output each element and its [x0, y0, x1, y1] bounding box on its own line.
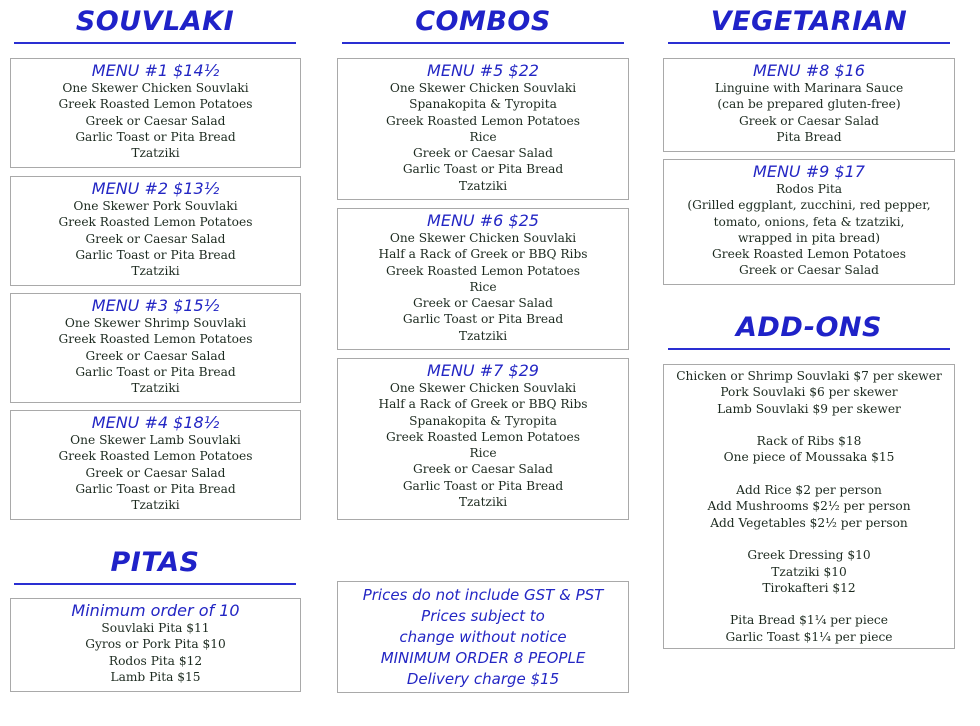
- menu-item: Greek Roasted Lemon Potatoes: [712, 247, 906, 262]
- menu-item: Greek Roasted Lemon Potatoes: [386, 429, 580, 444]
- menu-card-4: [10, 410, 301, 520]
- menu-card-9: [663, 159, 955, 285]
- addon-item: Garlic Toast $1¼ per piece: [725, 629, 893, 644]
- menu-item: Tzatziki: [131, 381, 180, 396]
- menu-item: One Skewer Pork Souvlaki: [73, 199, 238, 213]
- spacer: [664, 596, 954, 612]
- menu-item: One Skewer Lamb Souvlaki: [70, 433, 241, 447]
- section-heading-combos: COMBOS: [415, 6, 551, 37]
- menu-item: Greek or Caesar Salad: [739, 113, 879, 128]
- menu-item: Linguine with Marinara Sauce: [714, 81, 904, 95]
- menu-item: Greek Roasted Lemon Potatoes: [58, 97, 253, 112]
- spacer: [664, 417, 954, 433]
- menu-item: Tzatziki: [458, 328, 508, 343]
- spacer: [664, 466, 954, 482]
- note-prices-subject: Prices subject to: [421, 607, 545, 625]
- addon-item: Tzatziki $10: [771, 564, 847, 579]
- note-delivery-charge: Delivery charge $15: [406, 670, 560, 688]
- menu-card-7: [337, 358, 629, 520]
- section-heading-vegetarian: VEGETARIAN: [710, 6, 908, 37]
- menu-item: tomato, onions, feta & tzatziki,: [713, 214, 905, 229]
- menu-item: Tzatziki: [131, 498, 180, 513]
- menu-item: (Grilled eggplant, zucchini, red pepper,: [687, 198, 931, 213]
- menu-card-5: [337, 58, 629, 200]
- menu-item: Rodos Pita $12: [108, 653, 203, 668]
- divider-souvlaki: [14, 42, 296, 44]
- note-minimum-order: MINIMUM ORDER 8 PEOPLE: [380, 649, 586, 667]
- card-title: MENU #4 $18½: [91, 413, 220, 432]
- menu-item: Greek or Caesar Salad: [739, 263, 879, 278]
- menu-item: Greek Roasted Lemon Potatoes: [386, 113, 580, 128]
- addon-item: Pork Souvlaki $6 per skewer: [720, 385, 898, 400]
- divider-pitas: [14, 583, 296, 585]
- menu-item: One Skewer Chicken Souvlaki: [389, 231, 577, 245]
- addons-card: [663, 364, 955, 649]
- menu-item: One Skewer Chicken Souvlaki: [389, 381, 577, 395]
- menu-item: (can be prepared gluten-free): [717, 97, 901, 112]
- menu-item: One Skewer Chicken Souvlaki: [389, 81, 577, 95]
- menu-item: Garlic Toast or Pita Bread: [75, 481, 236, 496]
- menu-item: Greek or Caesar Salad: [85, 231, 226, 246]
- card-title: MENU #6 $25: [427, 211, 539, 230]
- section-heading-pitas: PITAS: [110, 547, 200, 578]
- addon-item: One piece of Moussaka $15: [723, 450, 895, 465]
- card-title: MENU #3 $15½: [91, 296, 220, 315]
- menu-item: Garlic Toast or Pita Bread: [75, 247, 236, 262]
- addon-item: Lamb Souvlaki $9 per skewer: [717, 401, 901, 416]
- menu-item: Half a Rack of Greek or BBQ Ribs: [378, 397, 588, 412]
- menu-card-3: [10, 293, 301, 403]
- addon-item: Chicken or Shrimp Souvlaki $7 per skewer: [676, 369, 942, 383]
- note-change: change without notice: [399, 628, 567, 646]
- addon-item: Rack of Ribs $18: [756, 434, 862, 449]
- menu-item: Greek Roasted Lemon Potatoes: [58, 215, 253, 230]
- menu-item: Tzatziki: [458, 178, 508, 193]
- menu-item: Spanakopita & Tyropita: [409, 97, 557, 112]
- menu-item: Rodos Pita: [775, 182, 843, 196]
- menu-item: Half a Rack of Greek or BBQ Ribs: [378, 247, 588, 262]
- menu-item: Pita Bread: [776, 129, 842, 144]
- menu-item: Garlic Toast or Pita Bread: [402, 312, 564, 327]
- menu-item: Greek or Caesar Salad: [413, 146, 553, 161]
- menu-item: Garlic Toast or Pita Bread: [402, 478, 564, 493]
- card-title: MENU #9 $17: [753, 162, 865, 181]
- menu-item: Garlic Toast or Pita Bread: [75, 364, 236, 379]
- addon-item: Add Mushrooms $2½ per person: [707, 499, 911, 514]
- menu-card-6: [337, 208, 629, 350]
- addon-item: Pita Bread $1¼ per piece: [730, 613, 888, 628]
- menu-item: Garlic Toast or Pita Bread: [75, 129, 236, 144]
- menu-item: Tzatziki: [458, 495, 508, 510]
- menu-item: One Skewer Chicken Souvlaki: [62, 81, 249, 95]
- menu-item: One Skewer Shrimp Souvlaki: [64, 316, 247, 330]
- menu-item: Tzatziki: [131, 264, 180, 279]
- divider-combos: [342, 42, 624, 44]
- addon-item: Add Rice $2 per person: [736, 483, 882, 498]
- menu-item: Rice: [469, 446, 497, 461]
- menu-item: Greek or Caesar Salad: [85, 113, 226, 128]
- menu-item: Greek or Caesar Salad: [85, 465, 226, 480]
- menu-item: Greek or Caesar Salad: [85, 348, 226, 363]
- card-title: MENU #1 $14½: [91, 61, 220, 80]
- card-title: Minimum order of 10: [71, 601, 240, 620]
- menu-item: wrapped in pita bread): [737, 230, 881, 245]
- menu-item: Tzatziki: [131, 146, 180, 161]
- menu-item: Greek Roasted Lemon Potatoes: [58, 332, 253, 347]
- menu-card-2: [10, 176, 301, 286]
- menu-item: Souvlaki Pita $11: [101, 621, 210, 635]
- menu-item: Garlic Toast or Pita Bread: [402, 162, 564, 177]
- card-title: MENU #2 $13½: [91, 179, 220, 198]
- section-heading-souvlaki: SOUVLAKI: [75, 6, 235, 37]
- menu-item: Lamb Pita $15: [110, 669, 201, 684]
- menu-item: Rice: [469, 279, 497, 294]
- pitas-card: [10, 598, 301, 692]
- addon-item: Add Vegetables $2½ per person: [710, 515, 908, 530]
- menu-item: Greek Roasted Lemon Potatoes: [386, 263, 580, 278]
- menu-item: Rice: [469, 129, 497, 144]
- menu-card-1: [10, 58, 301, 168]
- menu-item: Spanakopita & Tyropita: [409, 413, 557, 428]
- menu-card-8: [663, 58, 955, 152]
- menu-item: Greek or Caesar Salad: [413, 462, 553, 477]
- card-title: MENU #8 $16: [753, 61, 865, 80]
- menu-item: Gyros or Pork Pita $10: [85, 637, 226, 652]
- addon-item: Tirokafteri $12: [762, 580, 856, 595]
- divider-addons: [668, 348, 950, 350]
- section-heading-addons: ADD-ONS: [736, 312, 882, 343]
- note-taxes: Prices do not include GST & PST: [362, 586, 604, 604]
- divider-vegetarian: [668, 42, 950, 44]
- menu-item: Greek or Caesar Salad: [413, 296, 553, 311]
- addon-item: Greek Dressing $10: [747, 548, 871, 563]
- menu-item: Greek Roasted Lemon Potatoes: [58, 449, 253, 464]
- card-title: MENU #7 $29: [427, 361, 539, 380]
- spacer: [664, 531, 954, 547]
- notes-card: [337, 581, 629, 693]
- card-title: MENU #5 $22: [427, 61, 539, 80]
